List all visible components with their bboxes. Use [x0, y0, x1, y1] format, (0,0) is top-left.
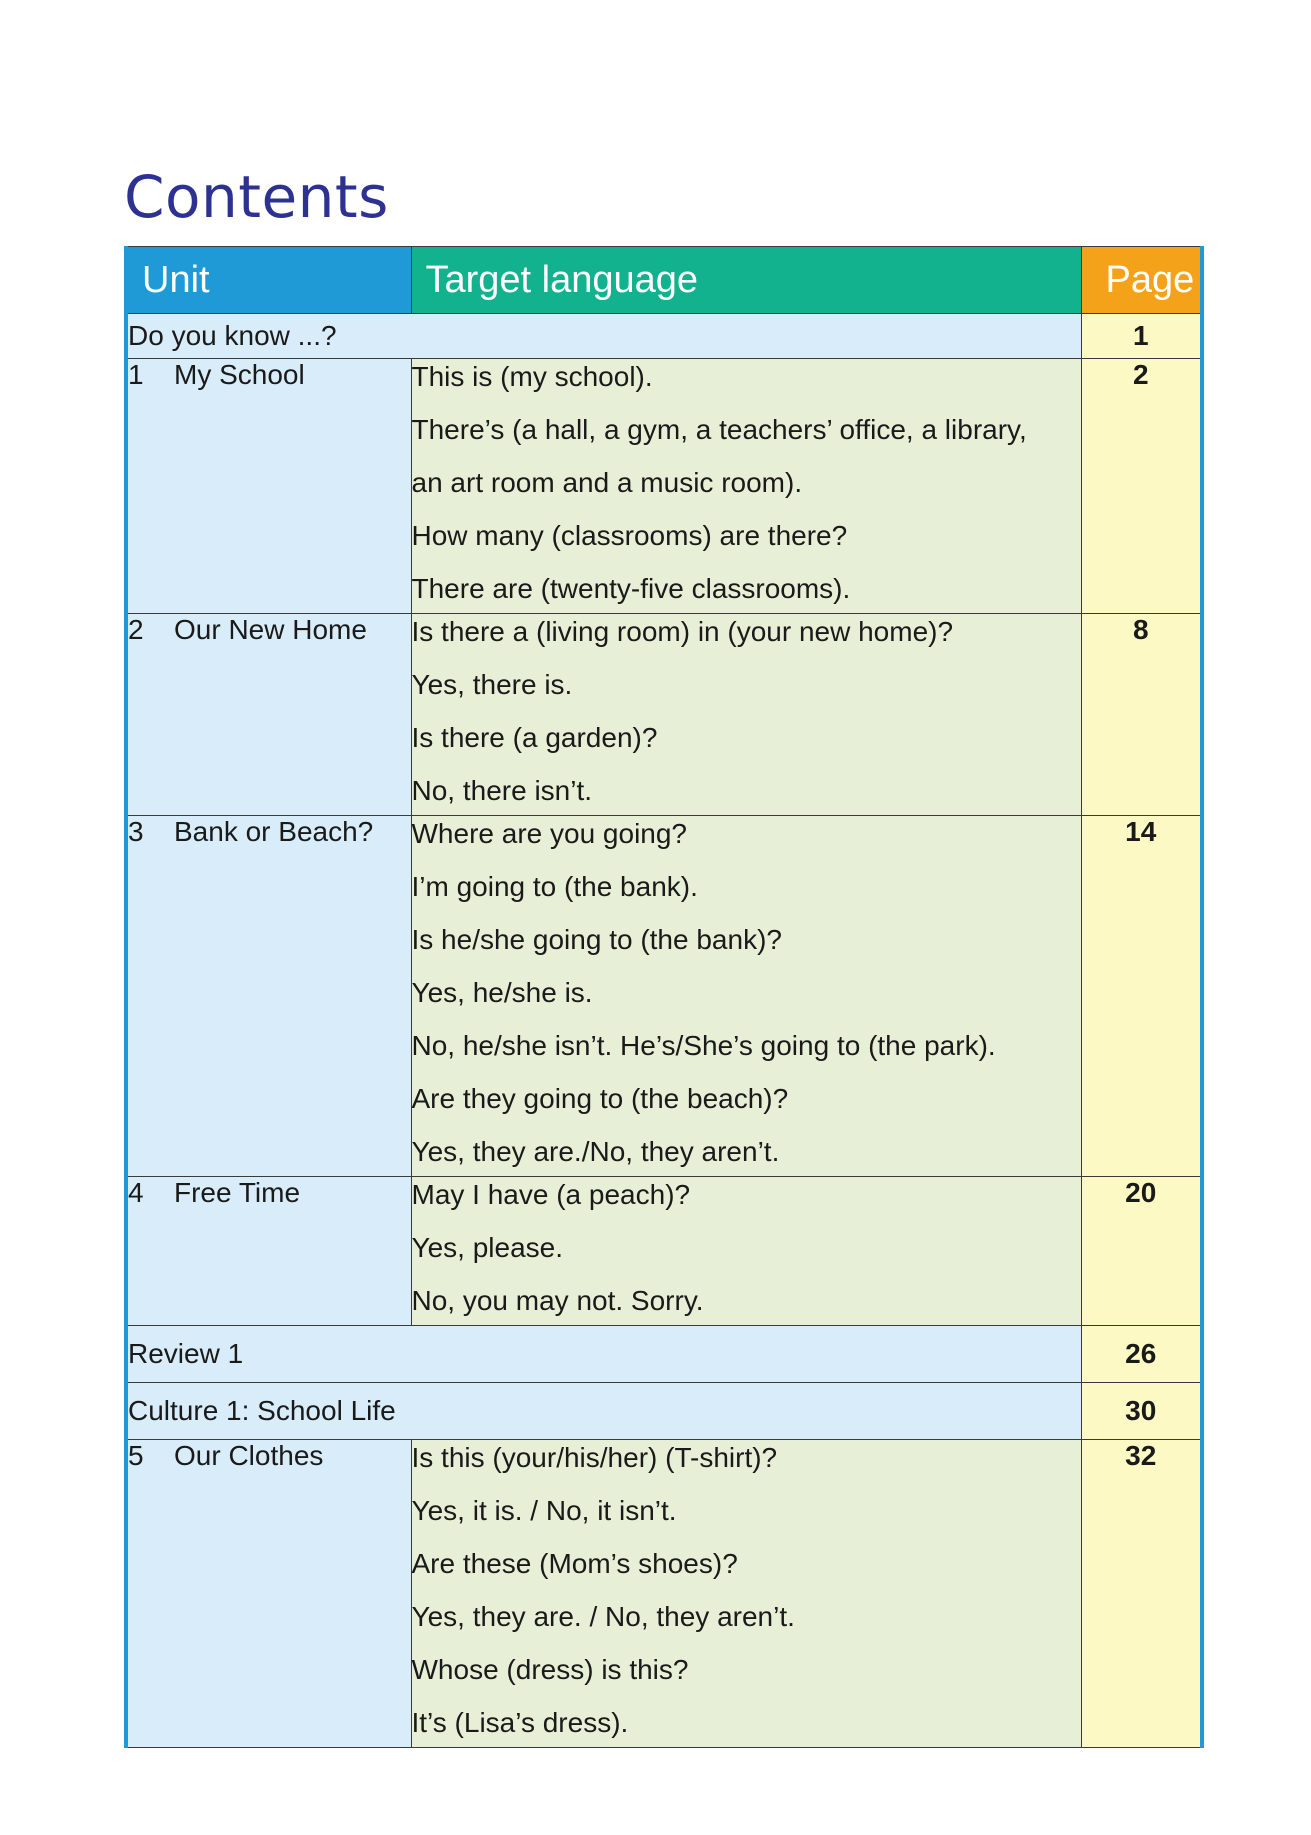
table-row-culture-1: [126, 1383, 1202, 1440]
language-line: No, there isn’t.: [411, 775, 593, 806]
language-line: No, you may not. Sorry.: [411, 1285, 704, 1316]
unit-5-cell: [126, 1440, 411, 1748]
intro-page: 1: [1081, 314, 1202, 359]
language-line: This is (my school).: [411, 361, 653, 392]
table-row-unit-2: [126, 614, 1202, 816]
contents-table: [124, 246, 1204, 1748]
language-line: Yes, it is. / No, it isn’t.: [411, 1495, 677, 1526]
unit-number: 5: [128, 1440, 144, 1471]
header-page: Page: [1081, 247, 1202, 314]
language-line: Yes, they are. / No, they aren’t.: [411, 1601, 795, 1632]
language-line: Yes, there is.: [411, 669, 573, 700]
unit-3-cell: [126, 816, 411, 1177]
table-row-intro: [126, 314, 1202, 359]
unit-4-cell: [126, 1177, 411, 1326]
unit-5-language: [411, 1440, 1081, 1748]
unit-number: 4: [128, 1177, 144, 1208]
table-row-unit-4: [126, 1177, 1202, 1326]
unit-number: 3: [128, 816, 144, 847]
language-line: Are they going to (the beach)?: [411, 1083, 789, 1114]
unit-2-cell: [126, 614, 411, 816]
table-row-unit-5: [126, 1440, 1202, 1748]
unit-name: Our New Home: [174, 614, 367, 645]
page-title: Contents: [124, 163, 389, 231]
language-line: an art room and a music room).: [411, 467, 803, 498]
unit-name: Free Time: [174, 1177, 301, 1208]
table-row-unit-3: [126, 816, 1202, 1177]
language-line: Is he/she going to (the bank)?: [411, 924, 782, 955]
language-line: Whose (dress) is this?: [411, 1654, 689, 1685]
table-row-unit-1: [126, 359, 1202, 614]
unit-3-page: 14: [1081, 816, 1202, 1177]
unit-2-language: [411, 614, 1081, 816]
culture-1-label: Culture 1: School Life: [126, 1383, 1081, 1440]
language-line: No, he/she isn’t. He’s/She’s going to (the park).: [411, 1030, 996, 1061]
review-1-label: Review 1: [126, 1326, 1081, 1383]
unit-name: Our Clothes: [174, 1440, 324, 1471]
language-line: May I have (a peach)?: [411, 1179, 691, 1210]
language-line: Is there (a garden)?: [411, 722, 658, 753]
language-line: Where are you going?: [411, 818, 688, 849]
unit-4-page: 20: [1081, 1177, 1202, 1326]
language-line: There are (twenty-five classrooms).: [411, 573, 851, 604]
unit-5-page: 32: [1081, 1440, 1202, 1748]
unit-4-language: [411, 1177, 1081, 1326]
language-line: Is this (your/his/her) (T-shirt)?: [411, 1442, 778, 1473]
language-line: Is there a (living room) in (your new home)?: [411, 616, 954, 647]
header-row: [126, 247, 1202, 314]
language-line: There’s (a hall, a gym, a teachers’ office, a library,: [411, 414, 1027, 445]
language-line: Yes, they are./No, they aren’t.: [411, 1136, 780, 1167]
language-line: Yes, he/she is.: [411, 977, 593, 1008]
language-line: How many (classrooms) are there?: [411, 520, 848, 551]
unit-3-language: [411, 816, 1081, 1177]
language-line: It’s (Lisa’s dress).: [411, 1707, 629, 1738]
header-target-language: Target language: [411, 247, 1081, 314]
unit-1-cell: [126, 359, 411, 614]
table-row-review-1: [126, 1326, 1202, 1383]
header-unit: Unit: [126, 247, 411, 314]
intro-label: Do you know ...?: [126, 314, 1081, 359]
unit-1-language: [411, 359, 1081, 614]
unit-name: Bank or Beach?: [174, 816, 374, 847]
unit-number: 1: [128, 359, 144, 390]
unit-1-page: 2: [1081, 359, 1202, 614]
language-line: Yes, please.: [411, 1232, 564, 1263]
unit-name: My School: [174, 359, 305, 390]
culture-1-page: 30: [1081, 1383, 1202, 1440]
unit-2-page: 8: [1081, 614, 1202, 816]
language-line: Are these (Mom’s shoes)?: [411, 1548, 738, 1579]
language-line: I’m going to (the bank).: [411, 871, 698, 902]
unit-number: 2: [128, 614, 144, 645]
review-1-page: 26: [1081, 1326, 1202, 1383]
